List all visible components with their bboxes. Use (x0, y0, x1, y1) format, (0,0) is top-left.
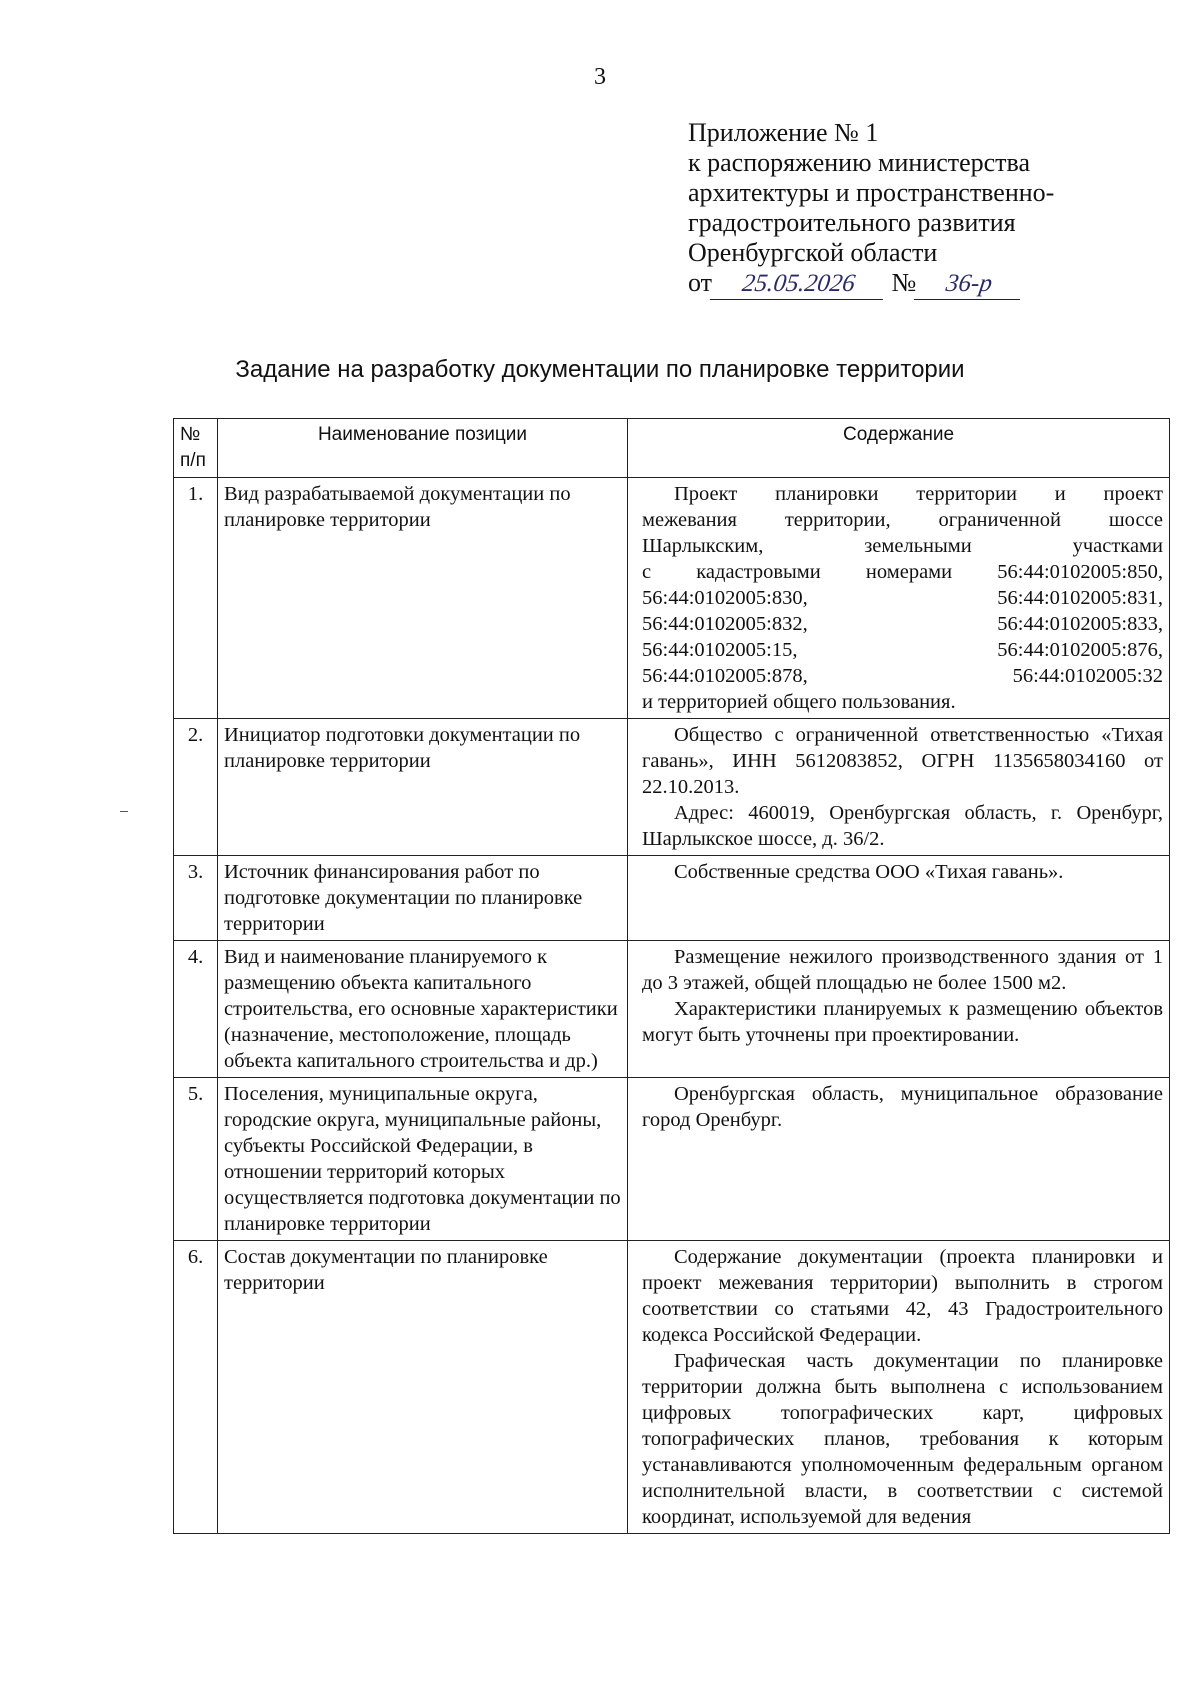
content-paragraph: Графическая часть документации по планировке территории должна быть выполнена с использованием цифровых топографических карт, цифровых топографических планов, требования к которым устанавливаются уполномоченным федеральным органом исполнительной власти, в соответствии с системой координат, используемой для ведения (642, 1350, 1163, 1528)
row-content (628, 856, 1170, 941)
header-name: Наименование позиции (218, 419, 628, 478)
row-num: 2. (174, 719, 218, 856)
content-paragraph: Оренбургская область, муниципальное образование город Оренбург. (642, 1083, 1163, 1131)
row-name: Источник финансирования работ по подготовке документации по планировке территории (218, 856, 628, 941)
header-content: Содержание (628, 419, 1170, 478)
date-prefix: от (688, 268, 713, 297)
appendix-line: архитектуры и пространственно- (688, 178, 1055, 207)
row-name: Состав документации по планировке территории (218, 1241, 628, 1534)
content-paragraph: Размещение нежилого производственного здания от 1 до 3 этажей, общей площадью не более 1500 м2. (642, 946, 1163, 994)
table-header-row (174, 419, 1170, 478)
appendix-title: Приложение № 1 (688, 118, 879, 147)
content-paragraph: Общество с ограниченной ответственностью «Тихая гавань», ИНН 5612083852, ОГРН 1135658034160 от 22.10.2013. (642, 724, 1163, 798)
table-row (174, 1078, 1170, 1241)
row-num: 1. (174, 478, 218, 719)
appendix-line: Оренбургской области (688, 238, 938, 267)
appendix-date-number-line (688, 268, 1158, 300)
handwritten-number: 36-р (914, 269, 1024, 300)
row-num: 5. (174, 1078, 218, 1241)
number-prefix: № (891, 268, 917, 297)
content-paragraph: Содержание документации (проекта планировки и проект межевания территории) выполнить в строгом соответствии со статьями 42, 43 Градостроительного кодекса Российской Федерации. (642, 1246, 1163, 1346)
content-line: 56:44:0102005:878, 56:44:0102005:32 (642, 665, 1163, 687)
task-table (173, 418, 1170, 1534)
content-line: и территорией общего пользования. (642, 691, 956, 713)
row-num: 4. (174, 941, 218, 1078)
table-row (174, 478, 1170, 719)
table-row (174, 941, 1170, 1078)
table-row (174, 719, 1170, 856)
margin-mark (120, 811, 128, 812)
content-line: 56:44:0102005:830, 56:44:0102005:831, (642, 587, 1163, 609)
header-num: № п/п (174, 419, 218, 478)
row-content (628, 1078, 1170, 1241)
row-name: Поселения, муниципальные округа, городские округа, муниципальные районы, субъекты Российской Федерации, в отношении территорий которых осуществляется подготовка документации по планировке территории (218, 1078, 628, 1241)
appendix-header (688, 118, 1158, 300)
content-paragraph: Собственные средства ООО «Тихая гавань». (674, 861, 1064, 883)
appendix-line: градостроительного развития (688, 208, 1016, 237)
row-name: Вид разрабатываемой документации по планировке территории (218, 478, 628, 719)
row-num: 3. (174, 856, 218, 941)
row-content (628, 941, 1170, 1078)
row-content (628, 1241, 1170, 1534)
table-row (174, 856, 1170, 941)
row-content (628, 478, 1170, 719)
table-row (174, 1241, 1170, 1534)
handwritten-date: 25.05.2026 (710, 269, 887, 300)
row-num: 6. (174, 1241, 218, 1534)
row-name: Инициатор подготовки документации по планировке территории (218, 719, 628, 856)
content-line: с кадастровыми номерами 56:44:0102005:850, (642, 561, 1163, 583)
row-content (628, 719, 1170, 856)
content-line: 56:44:0102005:832, 56:44:0102005:833, (642, 613, 1163, 635)
content-line: Шарлыкским, земельными участками (642, 535, 1163, 557)
content-line: межевания территории, ограниченной шоссе (642, 509, 1163, 531)
page-number: 3 (594, 64, 606, 90)
appendix-line: к распоряжению министерства (688, 148, 1031, 177)
content-paragraph: Характеристики планируемых к размещению объектов могут быть уточнены при проектировании. (642, 998, 1163, 1046)
row-name: Вид и наименование планируемого к размещению объекта капитального строительства, его основные характеристики (назначение, местоположение, площадь объекта капитального строительства и др.) (218, 941, 628, 1078)
content-line: Проект планировки территории и проект (674, 483, 1163, 505)
content-line: 56:44:0102005:15, 56:44:0102005:876, (642, 639, 1163, 661)
document-title: Задание на разработку документации по планировке территории (235, 356, 965, 383)
content-paragraph: Адрес: 460019, Оренбургская область, г. Оренбург, Шарлыкское шоссе, д. 36/2. (642, 802, 1163, 850)
